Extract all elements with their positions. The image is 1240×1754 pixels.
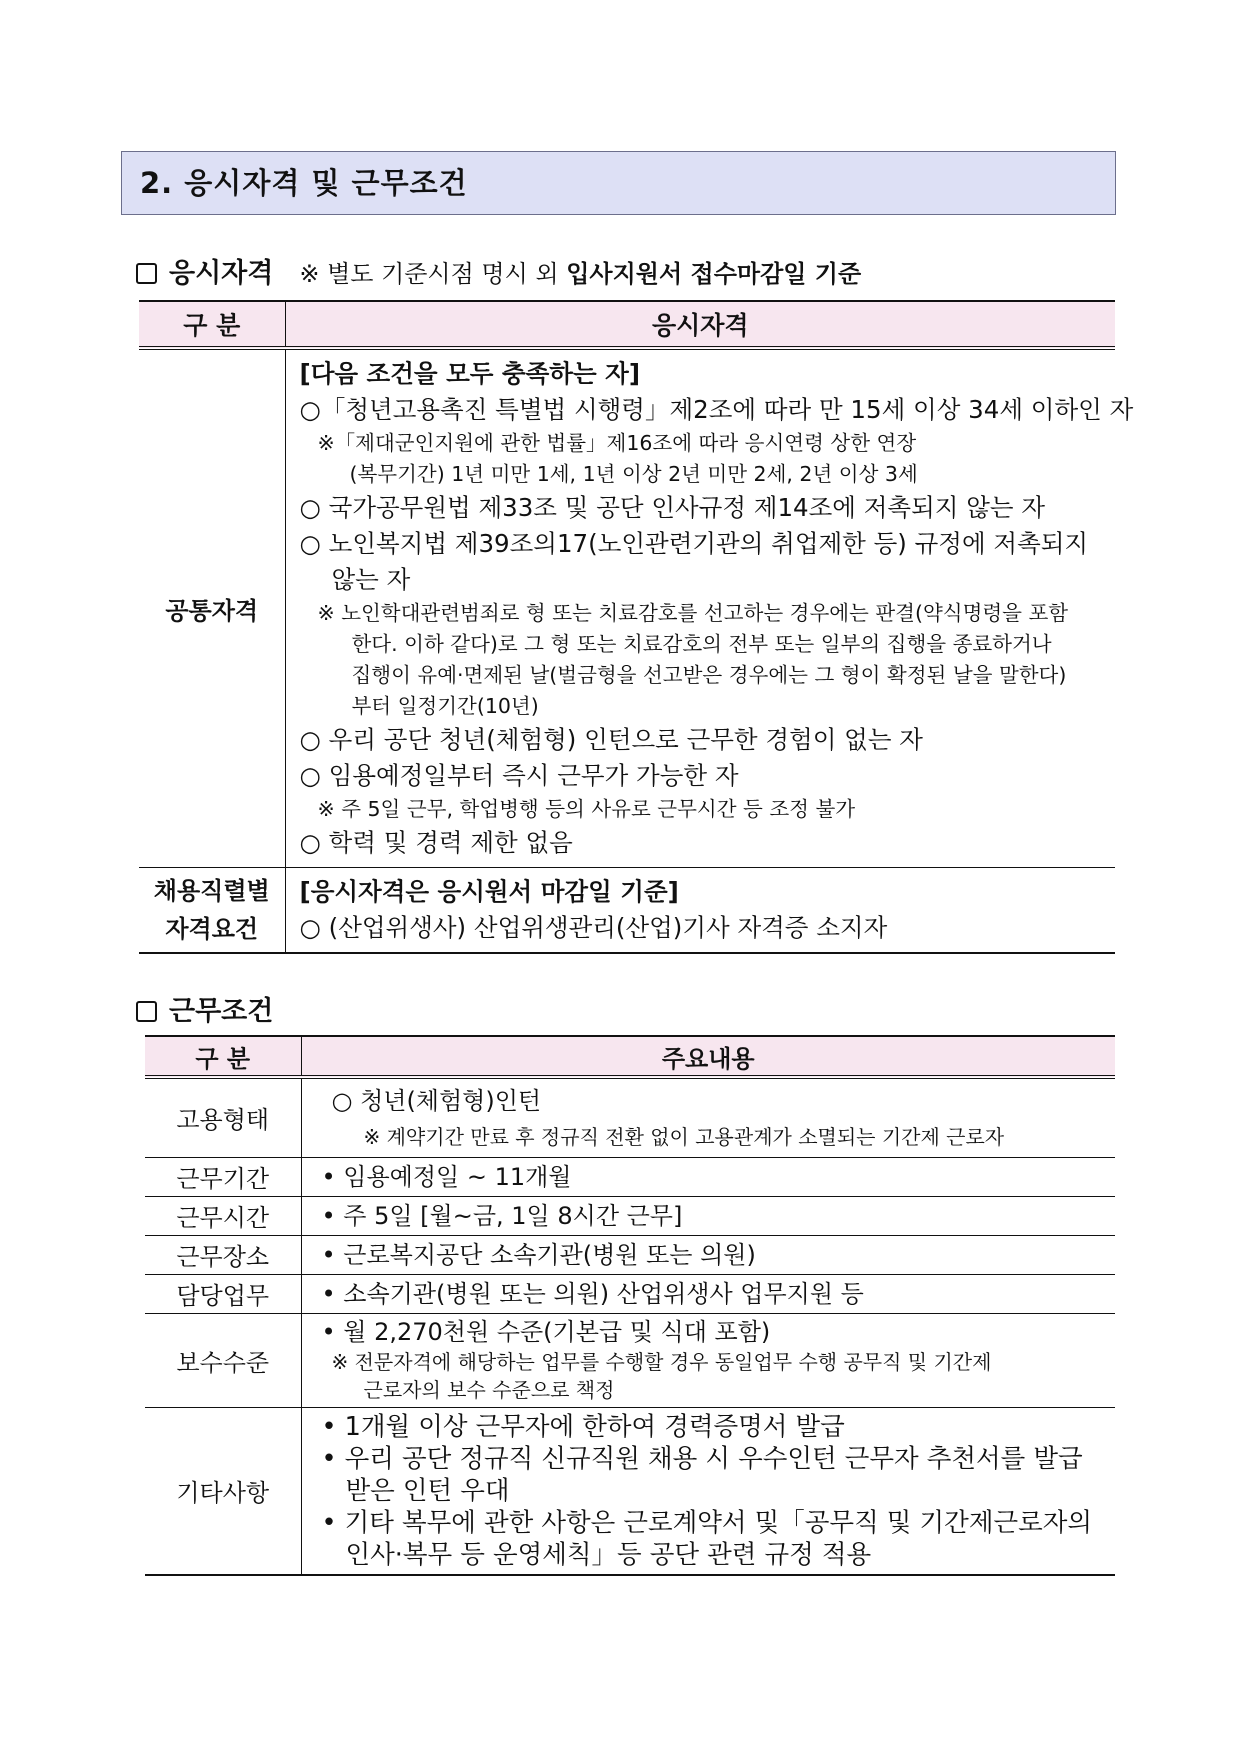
qual-line: ○ 국가공무원법 제33조 및 공단 인사규정 제14조에 저촉되지 않는 자: [299, 493, 1045, 522]
work-heading-label: 근무조건: [169, 996, 274, 1027]
content-line: • 기타 복무에 관한 사항은 근로계약서 및「공무직 및 기간제근로자의: [321, 1507, 1092, 1538]
checkbox-square-icon: [136, 1001, 157, 1022]
row-content: [301, 1196, 1115, 1235]
content-line: • 월 2,270천원 수준(기본급 및 식대 포함): [321, 1318, 771, 1346]
content-line: • 임용예정일 ~ 11개월: [321, 1162, 572, 1191]
checkbox-square-icon: [136, 263, 157, 284]
heading-note-bold: 입사지원서 접수마감일 기준: [566, 260, 862, 288]
qualification-table-header: [139, 301, 1115, 348]
column-header-category: 구 분: [139, 301, 285, 348]
content-line: • 우리 공단 정규직 신규직원 채용 시 우수인턴 근무자 추천서를 발급: [321, 1443, 1083, 1474]
content-line: 인사·복무 등 운영세칙」등 공단 관련 규정 적용: [345, 1539, 872, 1570]
qual-line: ○ 우리 공단 청년(체험형) 인턴으로 근무한 경험이 없는 자: [299, 725, 923, 754]
qual-note-line: 한다. 이하 같다)로 그 형 또는 치료감호의 전부 또는 일부의 집행을 종료하거나: [351, 632, 1052, 656]
work-heading: [136, 989, 299, 1028]
column-header-main-content: 주요내용: [301, 1036, 1115, 1077]
table-row: [145, 1077, 1115, 1157]
qual-note-line: ※「제대군인지원에 관한 법률」제16조에 따라 응시연령 상한 연장: [317, 431, 917, 455]
row-label-common: 공통자격: [139, 348, 285, 868]
content-line: • 근로복지공단 소속기관(병원 또는 의원): [321, 1240, 756, 1269]
row-content: [301, 1077, 1115, 1157]
qual-note-line: ※ 노인학대관련범죄로 형 또는 치료감호를 선고하는 경우에는 판결(약식명령을 포함: [317, 601, 1069, 625]
qual-line: ○ 학력 및 경력 제한 없음: [299, 828, 573, 857]
qualification-heading-label: 응시자격: [169, 258, 274, 289]
table-row-by-job: [139, 868, 1115, 954]
content-line: • 주 5일 [월~금, 1일 8시간 근무]: [321, 1201, 683, 1230]
table-row: [145, 1274, 1115, 1313]
work-table-header: [145, 1036, 1115, 1077]
heading-note-plain: ※ 별도 기준시점 명시 외: [299, 260, 559, 288]
by-job-qualification-cell: [285, 868, 1115, 954]
qual-line: ○ 임용예정일부터 즉시 근무가 가능한 자: [299, 761, 739, 790]
row-content: [301, 1235, 1115, 1274]
row-content: [301, 1407, 1115, 1575]
row-label: 근무기간: [145, 1157, 301, 1196]
table-row: [145, 1313, 1115, 1407]
row-content: [301, 1157, 1115, 1196]
row-label: 보수수준: [145, 1313, 301, 1407]
content-line: • 1개월 이상 근무자에 한하여 경력증명서 발급: [321, 1411, 845, 1442]
column-header-category: 구 분: [145, 1036, 301, 1077]
row-label: 근무장소: [145, 1235, 301, 1274]
qual-line: [응시자격은 응시원서 마감일 기준]: [299, 877, 679, 906]
qualification-table: [139, 300, 1134, 954]
table-row: [145, 1196, 1115, 1235]
common-qualification-cell: [285, 348, 1134, 868]
content-line: ○ 청년(체험형)인턴: [331, 1086, 542, 1115]
table-row: [145, 1157, 1115, 1196]
qualification-heading: [136, 251, 861, 290]
work-conditions-table: [145, 1035, 1115, 1576]
row-label: 기타사항: [145, 1407, 301, 1575]
qual-line: ○「청년고용촉진 특별법 시행령」제2조에 따라 만 15세 이상 34세 이하인 자: [299, 395, 1134, 424]
content-note-line: 근로자의 보수 수준으로 책정: [363, 1378, 615, 1402]
qual-line: ○ 노인복지법 제39조의17(노인관련기관의 취업제한 등) 규정에 저촉되지: [299, 529, 1089, 558]
row-label: 고용형태: [145, 1077, 301, 1157]
content-note-line: ※ 계약기간 만료 후 정규직 전환 없이 고용관계가 소멸되는 기간제 근로자: [363, 1124, 1005, 1149]
content-note-line: ※ 전문자격에 해당하는 업무를 수행할 경우 동일업무 수행 공무직 및 기간제: [331, 1350, 992, 1374]
qualification-heading-note: [299, 260, 861, 288]
qual-note-line: 집행이 유예·면제된 날(벌금형을 선고받은 경우에는 그 형이 확정된 날을 말한다): [351, 663, 1067, 687]
qual-line: [다음 조건을 모두 충족하는 자]: [299, 359, 641, 388]
qual-line: ○ (산업위생사) 산업위생관리(산업)기사 자격증 소지자: [299, 913, 888, 942]
row-content: [301, 1274, 1115, 1313]
content-line: 받은 인턴 우대: [345, 1475, 510, 1506]
row-content: [301, 1313, 1115, 1407]
row-label-by-job-line2: 자격요건: [165, 915, 259, 943]
row-label-by-job: [139, 868, 285, 954]
table-row: [145, 1235, 1115, 1274]
table-row: [145, 1407, 1115, 1575]
qual-note-line: 부터 일정기간(10년): [351, 694, 539, 718]
column-header-qualification: 응시자격: [285, 301, 1115, 348]
row-label: 담당업무: [145, 1274, 301, 1313]
qual-line: 않는 자: [331, 565, 411, 594]
section-title: 2. 응시자격 및 근무조건: [121, 151, 1116, 215]
qual-note-line: ※ 주 5일 근무, 학업병행 등의 사유로 근무시간 등 조정 불가: [317, 797, 856, 821]
content-line: • 소속기관(병원 또는 의원) 산업위생사 업무지원 등: [321, 1279, 864, 1308]
qual-note-line: (복무기간) 1년 미만 1세, 1년 이상 2년 미만 2세, 2년 이상 3세: [349, 462, 918, 486]
table-row-common: [139, 348, 1115, 868]
row-label-by-job-line1: 채용직렬별: [153, 877, 270, 905]
row-label: 근무시간: [145, 1196, 301, 1235]
